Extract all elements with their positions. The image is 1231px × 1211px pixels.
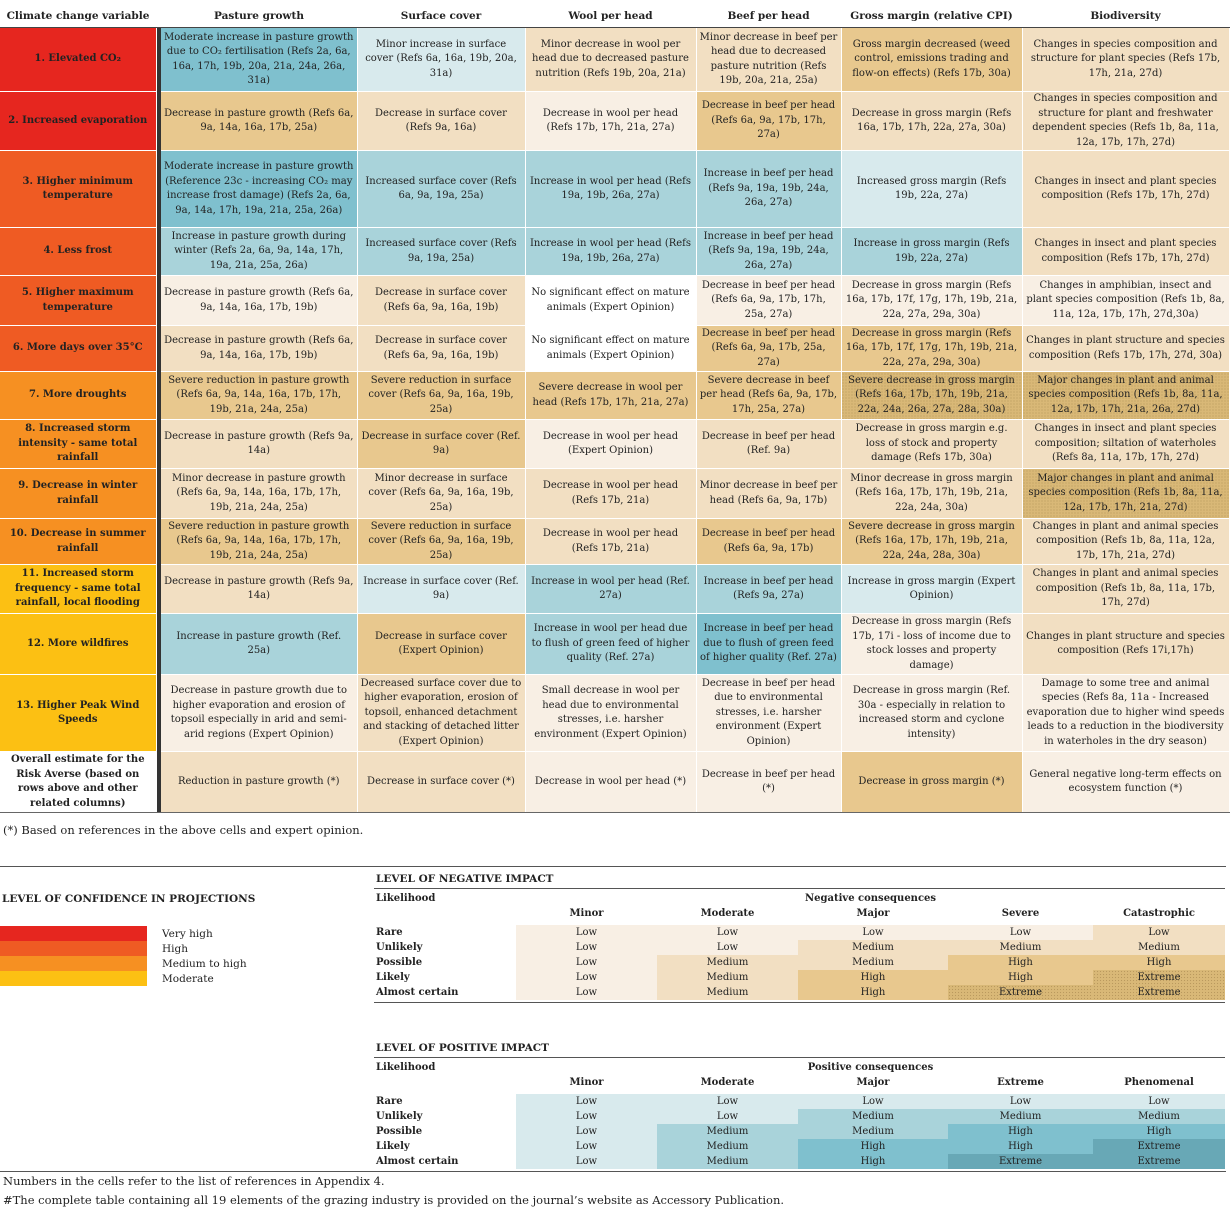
impact-cell: Decrease in gross margin (Refs 16a, 17b, 17f, 17g, 17h, 19b, 21a, 22a, 27a, 29a, 30a) <box>841 276 1022 326</box>
negative-impact-matrix <box>374 891 1225 1000</box>
impact-cell: Major changes in plant and animal species composition (Refs 1b, 8a, 11a, 12a, 17b, 17h, 21a, 27d) <box>1022 469 1229 519</box>
risk-level-cell: Low <box>1093 925 1225 940</box>
table-row <box>0 614 1229 675</box>
risk-level-cell: Low <box>657 1109 798 1124</box>
impact-cell: Decrease in surface cover (Refs 6a, 9a, 16a, 19b) <box>357 276 525 326</box>
consequence-column-label: Catastrophic <box>1123 908 1195 919</box>
risk-level-cell: High <box>1093 955 1225 970</box>
table-row <box>0 228 1229 276</box>
impact-cell: Changes in plant and animal species composition (Refs 1b, 8a, 11a, 12a, 17b, 17h, 21a, 27d) <box>1022 519 1229 565</box>
table-row <box>0 519 1229 565</box>
consequence-column-label: Moderate <box>700 1077 755 1088</box>
risk-level-cell: Medium <box>948 1109 1093 1124</box>
variable-cell: 4. Less frost <box>0 228 156 276</box>
impact-cell: Increase in pasture growth during winter (Refs 2a, 6a, 9a, 14a, 17h, 19a, 21a, 25a, 26a) <box>161 228 357 276</box>
impact-cell: Increase in beef per head (Refs 9a, 19a, 19b, 24a, 26a, 27a) <box>696 228 841 276</box>
risk-level-cell: Low <box>657 1094 798 1109</box>
impact-cell: Decrease in gross margin (Refs 16a, 17b, 17h, 22a, 27a, 30a) <box>841 92 1022 151</box>
risk-level-cell: Medium <box>798 1109 948 1124</box>
impact-cell: Decrease in pasture growth (Refs 6a, 9a, 14a, 16a, 17b, 19b) <box>161 326 357 372</box>
matrix-header-row <box>374 891 1225 906</box>
impact-cell: Decrease in wool per head (Refs 17b, 17h, 21a, 27a) <box>525 92 696 151</box>
impact-cell: Decrease in surface cover (Refs 6a, 9a, 16a, 19b) <box>357 326 525 372</box>
risk-level-cell: Extreme <box>948 985 1093 1000</box>
legend-label: Moderate <box>162 973 214 985</box>
table-footnote: (*) Based on references in the above cells and expert opinion. <box>3 823 364 837</box>
consequence-column-label: Phenomenal <box>1124 1077 1194 1088</box>
header-surface: Surface cover <box>357 5 525 28</box>
risk-level-cell: Low <box>516 1094 657 1109</box>
risk-level-cell: Medium <box>657 1139 798 1154</box>
risk-level-cell: High <box>798 985 948 1000</box>
impact-cell: Increased surface cover (Refs 6a, 9a, 19a, 25a) <box>357 151 525 228</box>
note-accessory: #The complete table containing all 19 elements of the grazing industry is provided on the journal’s website as Accessory Publication. <box>3 1193 785 1207</box>
header-biodiversity: Biodiversity <box>1022 5 1229 28</box>
risk-level-cell: High <box>798 1139 948 1154</box>
impact-cell: Small decrease in wool per head due to environmental stresses, i.e. harsher environment (Expert Opinion) <box>525 675 696 752</box>
variable-cell: 5. Higher maximum temperature <box>0 276 156 326</box>
likelihood-row-label: Likely <box>376 972 410 983</box>
header-variable: Climate change variable <box>0 5 156 28</box>
legend-label: Medium to high <box>162 958 247 970</box>
likelihood-label: Likelihood <box>376 1062 436 1073</box>
risk-level-cell: Low <box>516 1154 657 1169</box>
likelihood-row-label: Unlikely <box>376 1111 423 1122</box>
likelihood-row-label: Rare <box>376 1096 403 1107</box>
table-row <box>0 326 1229 372</box>
impact-cell: Changes in insect and plant species composition; siltation of waterholes (Refs 8a, 11a, 17b, 17h, 27d) <box>1022 420 1229 469</box>
impact-cell: Changes in species composition and structure for plant species (Refs 17b, 17h, 21a, 27d) <box>1022 28 1229 92</box>
variable-cell: 6. More days over 35°C <box>0 326 156 372</box>
impact-cell: Increase in wool per head (Refs 19a, 19b, 26a, 27a) <box>525 228 696 276</box>
variable-cell: 10. Decrease in summer rainfall <box>0 519 156 565</box>
impact-cell: Decrease in beef per head (Ref. 9a) <box>696 420 841 469</box>
impact-cell: Decrease in pasture growth (Refs 9a, 14a) <box>161 420 357 469</box>
impact-cell: Decrease in beef per head (Refs 6a, 9a, 17b, 17h, 27a) <box>696 92 841 151</box>
impact-cell: Decrease in beef per head (Refs 6a, 9a, 17b, 25a, 27a) <box>696 326 841 372</box>
impact-cell: Increased gross margin (Refs 19b, 22a, 27a) <box>841 151 1022 228</box>
section-divider <box>0 866 1226 867</box>
risk-level-cell: High <box>948 955 1093 970</box>
consequence-column-label: Minor <box>569 908 604 919</box>
matrix-row <box>374 940 1225 955</box>
consequence-column-label: Minor <box>569 1077 604 1088</box>
risk-level-cell: Medium <box>657 985 798 1000</box>
risk-level-cell: Low <box>657 925 798 940</box>
consequence-column-label: Severe <box>1001 908 1040 919</box>
impact-cell: Decrease in beef per head due to environmental stresses, i.e. harsher environment (Expert Opinion) <box>696 675 841 752</box>
consequences-label: Negative consequences <box>804 893 937 904</box>
likelihood-row-label: Possible <box>376 1126 423 1137</box>
impact-cell: Minor decrease in pasture growth (Refs 6a, 9a, 14a, 16a, 17b, 17h, 19b, 21a, 24a, 25a) <box>161 469 357 519</box>
table-row <box>0 276 1229 326</box>
risk-level-cell: High <box>948 970 1093 985</box>
impact-cell: Increase in wool per head (Ref. 27a) <box>525 565 696 614</box>
impact-cell: Decrease in gross margin e.g. loss of stock and property damage (Refs 17b, 30a) <box>841 420 1022 469</box>
risk-level-cell: Low <box>657 940 798 955</box>
impact-cell: No significant effect on mature animals (Expert Opinion) <box>525 276 696 326</box>
impact-cell: General negative long-term effects on ecosystem function (*) <box>1022 752 1229 813</box>
matrix-row <box>374 1109 1225 1124</box>
impact-cell: Decrease in wool per head (Expert Opinion) <box>525 420 696 469</box>
matrix-row <box>374 1124 1225 1139</box>
legend-swatch <box>0 926 147 941</box>
impact-cell: Decrease in pasture growth due to higher evaporation and erosion of topsoil especially in arid and semi-arid regions (Expert Opinion) <box>161 675 357 752</box>
risk-level-cell: Low <box>1093 1094 1225 1109</box>
variable-cell: 7. More droughts <box>0 372 156 420</box>
risk-level-cell: Medium <box>657 1154 798 1169</box>
risk-level-cell: Extreme <box>948 1154 1093 1169</box>
impact-cell: Decrease in beef per head (*) <box>696 752 841 813</box>
impact-cell: Severe reduction in surface cover (Refs 6a, 9a, 16a, 19b, 25a) <box>357 519 525 565</box>
impact-cell: Severe reduction in pasture growth (Refs 6a, 9a, 14a, 16a, 17b, 17h, 19b, 21a, 24a, 25a) <box>161 519 357 565</box>
header-pasture: Pasture growth <box>161 5 357 28</box>
matrix-corner <box>374 1075 516 1090</box>
impact-cell: Changes in amphibian, insect and plant species composition (Refs 1b, 8a, 11a, 12a, 17b, 17h, 27d,30a) <box>1022 276 1229 326</box>
impact-cell: No significant effect on mature animals (Expert Opinion) <box>525 326 696 372</box>
risk-level-cell: Extreme <box>1093 1139 1225 1154</box>
likelihood-label: Likelihood <box>376 893 436 904</box>
risk-level-cell: Low <box>516 940 657 955</box>
impact-cell: Increase in gross margin (Expert Opinion) <box>841 565 1022 614</box>
consequence-column-label: Major <box>856 908 890 919</box>
likelihood-row-label: Unlikely <box>376 942 423 953</box>
impact-cell: Minor decrease in surface cover (Refs 6a, 9a, 16a, 19b, 25a) <box>357 469 525 519</box>
risk-level-cell: Medium <box>657 970 798 985</box>
negative-impact-bottom-rule <box>374 1002 1225 1003</box>
impact-cell: Increase in wool per head due to flush of green feed of higher quality (Ref. 27a) <box>525 614 696 675</box>
likelihood-row-label: Rare <box>376 927 403 938</box>
risk-level-cell: Extreme <box>1093 985 1225 1000</box>
risk-level-cell: High <box>1093 1124 1225 1139</box>
table-header-row <box>0 5 1229 28</box>
impact-cell: Severe decrease in wool per head (Refs 17b, 17h, 21a, 27a) <box>525 372 696 420</box>
negative-impact-title: LEVEL OF NEGATIVE IMPACT <box>376 873 554 885</box>
impact-cell: Severe decrease in beef per head (Refs 6a, 9a, 17b, 17h, 25a, 27a) <box>696 372 841 420</box>
risk-level-cell: Low <box>516 1139 657 1154</box>
impact-cell: Decrease in pasture growth (Refs 6a, 9a, 14a, 16a, 17b, 19b) <box>161 276 357 326</box>
impact-cell: Decrease in gross margin (Ref. 30a - especially in relation to increased storm and cyclone intensity) <box>841 675 1022 752</box>
table-row <box>0 151 1229 228</box>
matrix-row <box>374 985 1225 1000</box>
likelihood-row-label: Possible <box>376 957 423 968</box>
impact-cell: Changes in plant structure and species composition (Refs 17i,17h) <box>1022 614 1229 675</box>
matrix-columns-row <box>374 906 1225 921</box>
matrix-row <box>374 925 1225 940</box>
risk-level-cell: Medium <box>798 955 948 970</box>
likelihood-row-label: Likely <box>376 1141 410 1152</box>
risk-level-cell: Low <box>516 1124 657 1139</box>
table-row <box>0 420 1229 469</box>
impact-cell: Minor decrease in beef per head (Refs 6a, 9a, 17b) <box>696 469 841 519</box>
impact-cell: Gross margin decreased (weed control, emissions trading and flow-on effects) (Refs 17b, 30a) <box>841 28 1022 92</box>
risk-level-cell: Low <box>516 970 657 985</box>
impact-cell: Decrease in surface cover (Refs 9a, 16a) <box>357 92 525 151</box>
impact-cell: Decrease in gross margin (Refs 16a, 17b, 17f, 17g, 17h, 19b, 21a, 22a, 27a, 29a, 30a) <box>841 326 1022 372</box>
impact-cell: Increase in gross margin (Refs 19b, 22a, 27a) <box>841 228 1022 276</box>
impact-cell: Minor decrease in gross margin (Refs 16a, 17b, 17h, 19b, 21a, 22a, 24a, 30a) <box>841 469 1022 519</box>
variable-cell: 8. Increased storm intensity - same total rainfall <box>0 420 156 469</box>
impact-cell: Increase in beef per head due to flush of green feed of higher quality (Ref. 27a) <box>696 614 841 675</box>
impact-cell: Decrease in pasture growth (Refs 6a, 9a, 14a, 16a, 17b, 25a) <box>161 92 357 151</box>
impact-cell: Decrease in wool per head (Refs 17b, 21a) <box>525 519 696 565</box>
table-row <box>0 372 1229 420</box>
variable-cell: 12. More wildfires <box>0 614 156 675</box>
legend-swatch <box>0 956 147 971</box>
impact-cell: Increased surface cover (Refs 9a, 19a, 25a) <box>357 228 525 276</box>
risk-level-cell: Low <box>516 1109 657 1124</box>
consequence-column-label: Major <box>856 1077 890 1088</box>
negative-impact-rule <box>374 888 1225 889</box>
impact-cell: Major changes in plant and animal species composition (Refs 1b, 8a, 11a, 12a, 17b, 17h, 21a, 26a, 27d) <box>1022 372 1229 420</box>
impact-cell: Decrease in wool per head (Refs 17b, 21a) <box>525 469 696 519</box>
table-row <box>0 92 1229 151</box>
risk-level-cell: Extreme <box>1093 970 1225 985</box>
impact-cell: Decrease in surface cover (Ref. 9a) <box>357 420 525 469</box>
impact-cell: Minor decrease in beef per head due to decreased pasture nutrition (Refs 19b, 20a, 21a, 25a) <box>696 28 841 92</box>
impact-cell: Increase in wool per head (Refs 19a, 19b, 26a, 27a) <box>525 151 696 228</box>
matrix-row <box>374 1154 1225 1169</box>
impact-cell: Decrease in surface cover (Expert Opinion) <box>357 614 525 675</box>
impact-cell: Changes in species composition and structure for plant and freshwater dependent species (Refs 1b, 8a, 11a, 12a, 17b, 17h, 27d) <box>1022 92 1229 151</box>
table-row <box>0 469 1229 519</box>
matrix-corner <box>374 906 516 921</box>
risk-level-cell: Low <box>948 1094 1093 1109</box>
notes-rule <box>0 1171 1226 1172</box>
impact-cell: Severe decrease in gross margin (Refs 16a, 17b, 17h, 19b, 21a, 22a, 24a, 28a, 30a) <box>841 519 1022 565</box>
risk-level-cell: High <box>798 1154 948 1169</box>
impact-cell: Changes in insect and plant species composition (Refs 17b, 17h, 27d) <box>1022 228 1229 276</box>
impact-cell: Decrease in gross margin (*) <box>841 752 1022 813</box>
risk-level-cell: Low <box>516 955 657 970</box>
variable-cell: 2. Increased evaporation <box>0 92 156 151</box>
matrix-columns-row <box>374 1075 1225 1090</box>
impact-cell: Reduction in pasture growth (*) <box>161 752 357 813</box>
positive-impact-matrix <box>374 1060 1225 1169</box>
risk-level-cell: High <box>948 1124 1093 1139</box>
impact-cell: Severe decrease in gross margin (Refs 16a, 17b, 17h, 19b, 21a, 22a, 24a, 26a, 27a, 28a, 30a) <box>841 372 1022 420</box>
impact-cell: Decrease in beef per head (Refs 6a, 9a, 17b) <box>696 519 841 565</box>
impact-cell: Changes in plant structure and species composition (Refs 17b, 17h, 27d, 30a) <box>1022 326 1229 372</box>
risk-level-cell: Medium <box>1093 1109 1225 1124</box>
impact-cell: Decreased surface cover due to higher evaporation, erosion of topsoil, enhanced detachment and stacking of detached litter (Expert Opinion) <box>357 675 525 752</box>
table-row <box>0 675 1229 752</box>
legend-label: Very high <box>162 928 213 940</box>
impact-cell: Increase in beef per head (Refs 9a, 19a, 19b, 24a, 26a, 27a) <box>696 151 841 228</box>
header-beef: Beef per head <box>696 5 841 28</box>
likelihood-row-label: Almost certain <box>376 987 459 998</box>
risk-level-cell: High <box>948 1139 1093 1154</box>
impact-cell: Minor increase in surface cover (Refs 6a, 16a, 19b, 20a, 31a) <box>357 28 525 92</box>
risk-level-cell: Medium <box>948 940 1093 955</box>
positive-impact-rule <box>374 1057 1225 1058</box>
likelihood-row-label: Almost certain <box>376 1156 459 1167</box>
table-row <box>0 565 1229 614</box>
risk-level-cell: Low <box>516 925 657 940</box>
consequences-label: Positive consequences <box>807 1062 934 1073</box>
climate-impact-table <box>0 5 1230 813</box>
header-wool: Wool per head <box>525 5 696 28</box>
matrix-row <box>374 1139 1225 1154</box>
risk-level-cell: Medium <box>798 1124 948 1139</box>
impact-cell: Decrease in surface cover (*) <box>357 752 525 813</box>
impact-cell: Minor decrease in wool per head due to decreased pasture nutrition (Refs 19b, 20a, 21a) <box>525 28 696 92</box>
risk-level-cell: Low <box>516 985 657 1000</box>
matrix-row <box>374 1094 1225 1109</box>
risk-level-cell: Medium <box>657 955 798 970</box>
impact-cell: Decrease in pasture growth (Refs 9a, 14a) <box>161 565 357 614</box>
variable-cell: 9. Decrease in winter rainfall <box>0 469 156 519</box>
risk-level-cell: Low <box>798 925 948 940</box>
legend-swatch <box>0 941 147 956</box>
risk-level-cell: Medium <box>1093 940 1225 955</box>
confidence-legend-title: LEVEL OF CONFIDENCE IN PROJECTIONS <box>2 893 256 905</box>
positive-impact-title: LEVEL OF POSITIVE IMPACT <box>376 1042 549 1054</box>
impact-cell: Moderate increase in pasture growth due to CO₂ fertilisation (Refs 2a, 6a, 16a, 17h, 19b, 20a, 21a, 24a, 26a, 31a) <box>161 28 357 92</box>
matrix-row <box>374 970 1225 985</box>
variable-cell: 13. Higher Peak Wind Speeds <box>0 675 156 752</box>
risk-level-cell: Low <box>948 925 1093 940</box>
consequence-column-label: Moderate <box>700 908 755 919</box>
risk-level-cell: Medium <box>657 1124 798 1139</box>
impact-cell: Moderate increase in pasture growth (Reference 23c - increasing CO₂ may increase frost damage) (Refs 2a, 6a, 9a, 14a, 17h, 19a, 21a, 25a, 26a) <box>161 151 357 228</box>
impact-cell: Increase in beef per head (Refs 9a, 27a) <box>696 565 841 614</box>
impact-cell: Decrease in beef per head (Refs 6a, 9a, 17b, 17h, 25a, 27a) <box>696 276 841 326</box>
legend-swatch <box>0 971 147 986</box>
variable-cell: Overall estimate for the Risk Averse (based on rows above and other related columns) <box>0 752 156 813</box>
impact-cell: Damage to some tree and animal species (Refs 8a, 11a - Increased evaporation due to higher wind speeds leads to a reduction in the biodiversity in waterholes in the dry season) <box>1022 675 1229 752</box>
variable-cell: 11. Increased storm frequency - same total rainfall, local flooding <box>0 565 156 614</box>
variable-cell: 3. Higher minimum temperature <box>0 151 156 228</box>
table-row <box>0 752 1229 813</box>
table-row <box>0 28 1229 92</box>
header-gross-margin: Gross margin (relative CPI) <box>841 5 1022 28</box>
impact-cell: Increase in surface cover (Ref. 9a) <box>357 565 525 614</box>
variable-cell: 1. Elevated CO₂ <box>0 28 156 92</box>
impact-cell: Decrease in wool per head (*) <box>525 752 696 813</box>
risk-level-cell: Low <box>798 1094 948 1109</box>
risk-level-cell: Medium <box>798 940 948 955</box>
risk-level-cell: High <box>798 970 948 985</box>
matrix-row <box>374 955 1225 970</box>
impact-cell: Severe reduction in surface cover (Refs 6a, 9a, 16a, 19b, 25a) <box>357 372 525 420</box>
impact-cell: Changes in plant and animal species composition (Refs 1b, 8a, 11a, 17b, 17h, 27d) <box>1022 565 1229 614</box>
consequence-column-label: Extreme <box>997 1077 1044 1088</box>
impact-cell: Changes in insect and plant species composition (Refs 17b, 17h, 27d) <box>1022 151 1229 228</box>
legend-label: High <box>162 943 188 955</box>
risk-level-cell: Extreme <box>1093 1154 1225 1169</box>
matrix-header-row <box>374 1060 1225 1075</box>
impact-cell: Severe reduction in pasture growth (Refs 6a, 9a, 14a, 16a, 17b, 17h, 19b, 21a, 24a, 25a) <box>161 372 357 420</box>
impact-cell: Increase in pasture growth (Ref. 25a) <box>161 614 357 675</box>
impact-cell: Decrease in gross margin (Refs 17b, 17i - loss of income due to stock losses and property damage) <box>841 614 1022 675</box>
note-references: Numbers in the cells refer to the list of references in Appendix 4. <box>3 1174 385 1188</box>
